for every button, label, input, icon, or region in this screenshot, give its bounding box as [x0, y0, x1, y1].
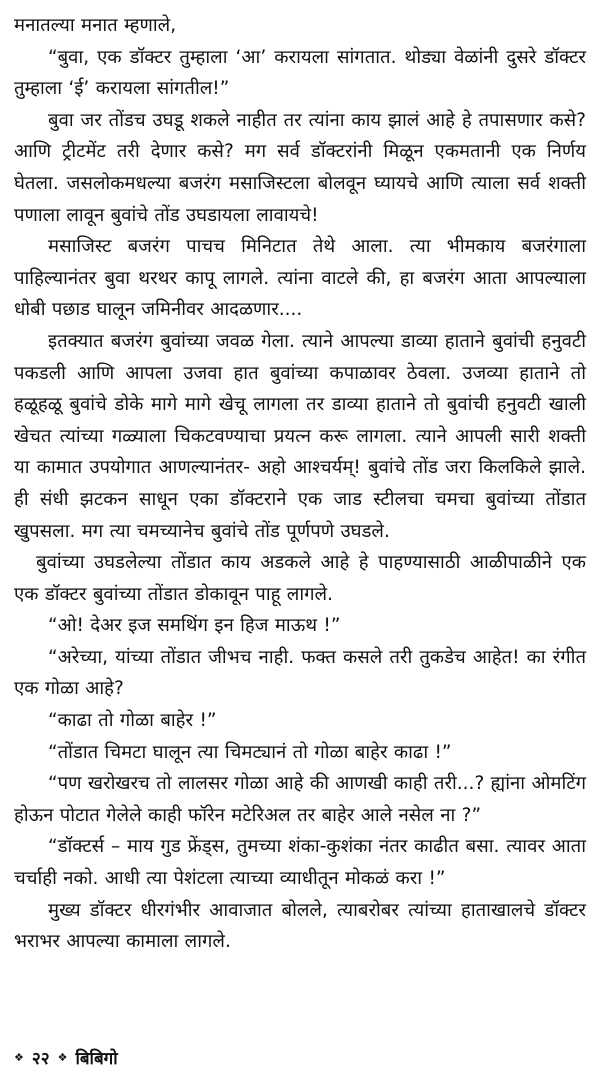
- paragraph: “अरेच्या, यांच्या तोंडात जीभच नाही. फक्त कसले तरी तुकडेच आहेत! का रंगीत एक गोळा आहे?: [14, 646, 586, 700]
- paragraph: मनातल्या मनात म्हणाले,: [14, 15, 177, 36]
- paragraph: “ओ! देअर इज समथिंग इन हिज माऊथ !”: [48, 615, 341, 637]
- paragraph: मसाजिस्ट बजरंग पाचच मिनिटात तेथे आला. त्या भीमकाय बजरंगाला पाहिल्यानंतर बुवा थरथर कापू लागले. त्यांना वाटले की, हा बजरंग आता आपल्याला धोबी पछाड घालून जमिनीवर आदळणार....: [14, 236, 586, 321]
- paragraph: बुवा जर तोंडच उघडू शकले नाहीत तर त्यांना काय झालं आहे हे तपासणार कसे? आणि ट्रीटमेंट तरी देणार कसे? मग सर्व डॉक्टरांनी मिळून एकमतानी एक निर्णय घेतला. जसलोकमधल्या बजरंग मसाजिस्टला बोलवून घ्यायचे आणि त्याला सर्व शक्ती पणाला लावून बुवांचे तोंड उघडायला लावायचे!: [14, 109, 586, 226]
- body-text: [14, 10, 586, 958]
- paragraph: “बुवा, एक डॉक्टर तुम्हाला ‘आ’ करायला सांगतात. थोड्या वेळांनी दुसरे डॉक्टर तुम्हाला ‘ई’ करायला सांगतील!”: [14, 46, 586, 100]
- paragraph: मुख्य डॉक्टर धीरगंभीर आवाजात बोलले, त्याबरोबर त्यांच्या हाताखालचे डॉक्टर भराभर आपल्या कामाला लागले.: [14, 899, 586, 953]
- page-number: २२: [31, 1049, 50, 1069]
- book-title: बिबिगो: [75, 1049, 118, 1069]
- paragraph: “काढा तो गोळा बाहेर !”: [48, 710, 217, 732]
- page-footer: [14, 1046, 118, 1069]
- paragraph: “तोंडात चिमटा घालून त्या चिमट्यानं तो गोळा बाहेर काढा !”: [48, 741, 452, 763]
- ornament-icon: ❖: [57, 1051, 68, 1064]
- ornament-icon: ❖: [14, 1051, 24, 1064]
- paragraph: बुवांच्या उघडलेल्या तोंडात काय अडकले आहे हे पाहण्यासाठी आळीपाळीने एक एक डॉक्टर बुवांच्या तोंडात डोकावून पाहू लागले.: [14, 552, 586, 605]
- paragraph: “पण खरोखरच तो लालसर गोळा आहे की आणखी काही तरी...? ह्यांना ओमटिंग होऊन पोटात गेलेले काही फॉरेन मटेरिअल तर बाहेर आले नसेल ना ?”: [14, 773, 586, 826]
- paragraph: “डॉक्टर्स – माय गुड फ्रेंड्स, तुमच्या शंका-कुशंका नंतर काढीत बसा. त्यावर आता चर्चाही नको. आधी त्या पेशंटला त्याच्या व्याधीतून मोकळं करा !”: [14, 836, 586, 890]
- paragraph: इतक्यात बजरंग बुवांच्या जवळ गेला. त्याने आपल्या डाव्या हाताने बुवांची हनुवटी पकडली आणि आपला उजवा हात बुवांच्या कपाळावर ठेवला. उजव्या हाताने तो हळूहळू बुवांचे डोके मागे मागे खेचू लागला तर डाव्या हाताने तो बुवांची हनुवटी खाली खेचत त्यांच्या गळ्याला चिकटवण्याचा प्रयत्न करू लागला. त्याने आपली सारी शक्ती या कामात उपयोगात आणल्यानंतर- अहो आश्चर्यम्! बुवांचे तोंड जरा किलकिले झाले. ही संधी झटकन साधून एका डॉक्टराने एक जाड स्टीलचा चमचा बुवांच्या तोंडात खुपसला. मग त्या चमच्यानेच बुवांचे तोंड पूर्णपणे उघडले.: [14, 330, 586, 542]
